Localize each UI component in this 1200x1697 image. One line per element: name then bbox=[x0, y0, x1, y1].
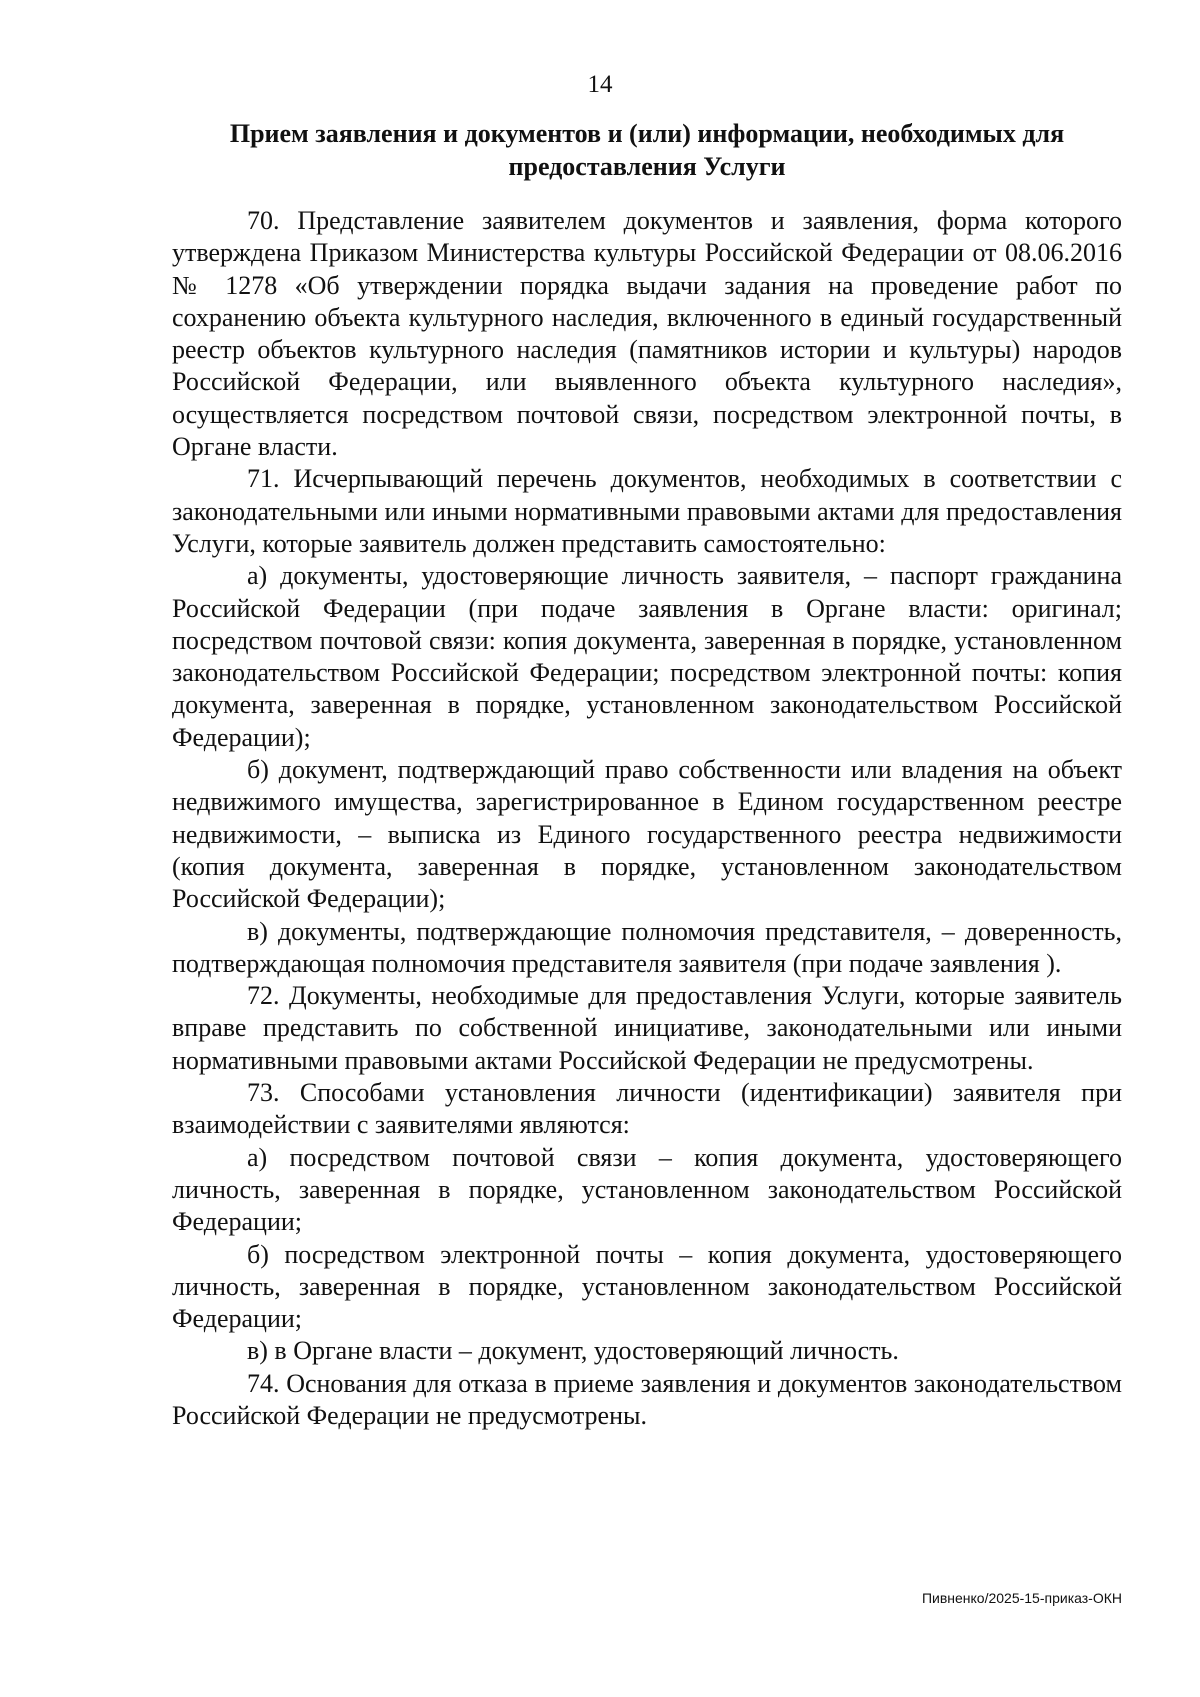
paragraph-73-v: в) в Органе власти – документ, удостоверяющий личность. bbox=[247, 1336, 899, 1366]
paragraph-74: 74. Основания для отказа в приеме заявления и документов законодательством Российской Федерации не предусмотрены. bbox=[172, 1368, 1122, 1430]
paragraph-71-v: в) документы, подтверждающие полномочия представителя, – доверенность, подтверждающая полномочия представителя заявителя (при подаче заявления ). bbox=[172, 916, 1122, 978]
paragraph-73-b: б) посредством электронной почты – копия документа, удостоверяющего личность, заверенная в порядке, установленном законодательством Российской Федерации; bbox=[172, 1239, 1122, 1334]
section-heading: Прием заявления и документов и (или) информации, необходимых для предоставления Услуги bbox=[229, 119, 1065, 181]
document-body bbox=[172, 205, 1122, 1432]
paragraph-72: 72. Документы, необходимые для предоставления Услуги, которые заявитель вправе представить по собственной инициативе, законодательными или иными нормативными правовыми актами Российской Федерации не предусмотрены. bbox=[172, 981, 1122, 1075]
document-reference: Пивненко/2025-15-приказ-ОКН bbox=[921, 1590, 1122, 1606]
paragraph-71: 71. Исчерпывающий перечень документов, необходимых в соответствии с законодательными или иными нормативными правовыми актами для предоставления Услуги, которые заявитель должен представить самостоятельно: bbox=[172, 464, 1122, 558]
paragraph-71-a: а) документы, удостоверяющие личность заявителя, – паспорт гражданина Российской Федерации (при подаче заявления в Органе власти: оригинал; посредством почтовой связи: копия документа, заверенная в порядке, установленном законодательством Российской Федерации; посредством электронной почты: копия документа, заверенная в порядке, установленном законодательством Российской Федерации); bbox=[172, 561, 1122, 752]
paragraph-73-a: а) посредством почтовой связи – копия документа, удостоверяющего личность, заверенная в порядке, установленном законодательством Российской Федерации; bbox=[172, 1142, 1122, 1237]
page-number: 14 bbox=[587, 71, 613, 98]
paragraph-71-b: б) документ, подтверждающий право собственности или владения на объект недвижимого имущества, зарегистрированное в Едином государственном реестре недвижимости, – выписка из Единого государственного реестра недвижимости (копия документа, заверенная в порядке, установленном законодательством Российской Федерации); bbox=[172, 755, 1122, 914]
paragraph-73: 73. Способами установления личности (идентификации) заявителя при взаимодействии с заявителями являются: bbox=[172, 1078, 1122, 1140]
paragraph-70: 70. Представление заявителем документов и заявления, форма которого утверждена Приказом Министерства культуры Российской Федерации от 08.06.2016 № 1278 «Об утверждении порядка выдачи задания на проведение работ по сохранению объекта культурного наследия, включенного в единый государственный реестр объектов культурного наследия (памятников истории и культуры) народов Российской Федерации, или выявленного объекта культурного наследия», осуществляется посредством почтовой связи, посредством электронной почты, в Органе власти. bbox=[172, 206, 1122, 462]
